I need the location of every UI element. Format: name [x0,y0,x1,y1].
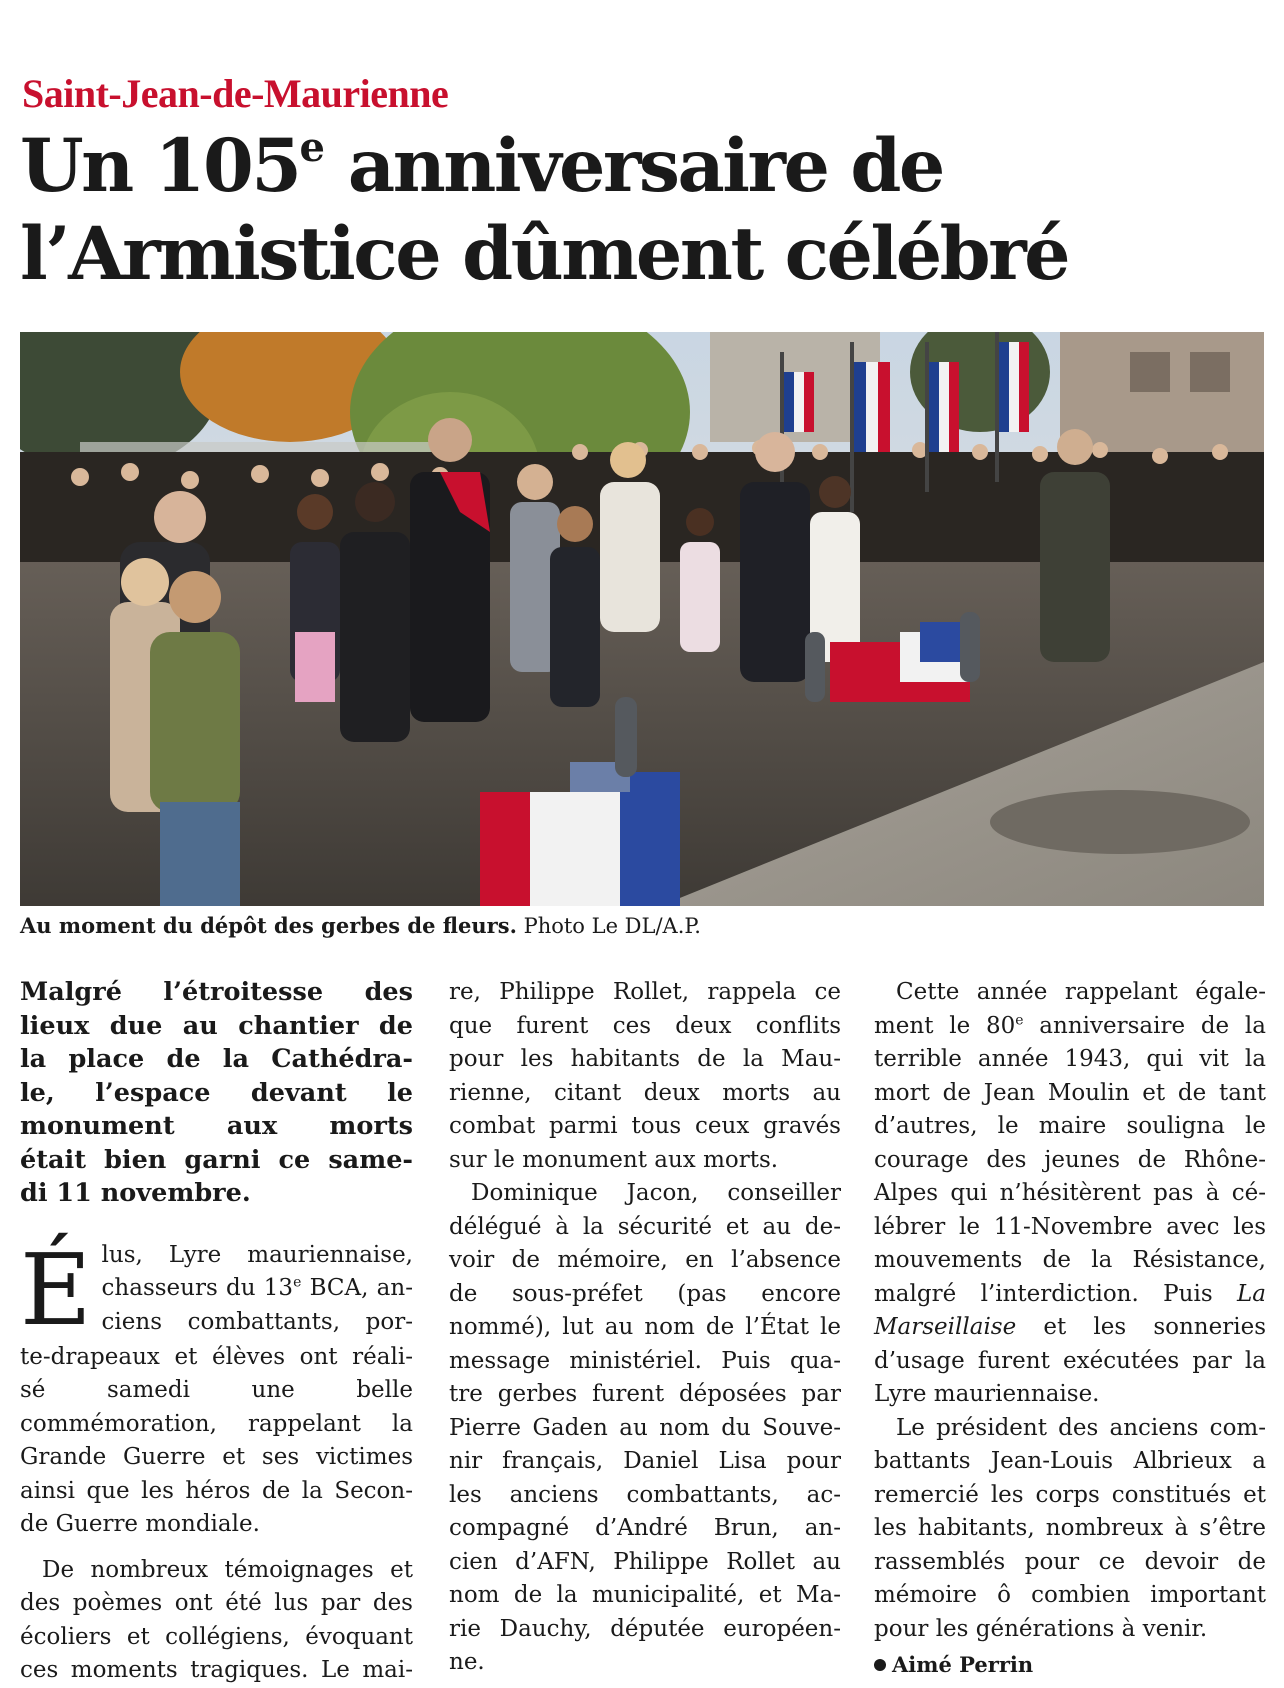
photo-illustration [20,332,1264,906]
text-line: écoliers et collégiens, évoquant [20,1623,413,1650]
text-line: voir de mémoire, en l’absence [449,1247,841,1273]
text-line: de sous-préfet (pas encore [449,1280,841,1307]
paragraph-5 [874,976,1266,1412]
photo-credit: Photo Le DL/A.P. [516,914,701,938]
paragraph-4 [449,1177,841,1680]
text-line: Le président des anciens com- [896,1414,1266,1441]
text-line: ciens combattants, por- [101,1308,413,1335]
text-line: combat parmi tous ceux gravés [449,1113,841,1139]
text-line: tre gerbes furent déposées par [449,1381,841,1407]
headline-superscript: e [299,124,325,171]
lead-line: était bien garni ce same- [20,1144,413,1175]
section-kicker: Saint-Jean-de-Maurienne [22,71,449,116]
lead-line: monument aux morts [20,1111,413,1141]
text-line: Cette année rappelant égale- [896,979,1266,1005]
lead-line: la place de la Cathédra- [20,1044,413,1074]
text-line: nommé), lut au nom de l’État le [449,1314,841,1340]
text-line: cien d’AFN, Philippe Rollet au [449,1548,841,1575]
text-line: sur le monument aux morts. [449,1146,779,1173]
text-line: battants Jean-Louis Albrieux a [874,1448,1266,1474]
article-column-1 [20,976,413,1688]
drop-cap: É [20,1233,92,1348]
lead-line: di 11 novembre. [20,1178,251,1208]
text-line: ainsi que les héros de la Secon- [20,1477,413,1504]
caption-text: Au moment du dépôt des gerbes de fleurs. [20,913,517,938]
text-part: et les sonneries [1016,1314,1266,1340]
text-line: ces moments tragiques. Le mai- [20,1657,413,1683]
text-line: mémoire ô combien important [874,1582,1266,1608]
text-line: nom de la municipalité, et Ma- [449,1582,841,1608]
text-line: sé samedi une belle [20,1377,413,1403]
text-line: les anciens combattants, ac- [449,1481,841,1508]
bullet-icon [874,1659,886,1671]
article-lead [20,976,413,1211]
text-line: remercié les corps constitués et [874,1481,1266,1508]
text-line: d’usage furent exécutées par la [874,1347,1266,1374]
text-line: nir français, Daniel Lisa pour [449,1448,841,1474]
ceremony-photo [20,332,1264,906]
text-line: pour les habitants de la Mau- [449,1046,841,1072]
headline-part: anniversaire de [324,123,943,209]
text-part: malgré l’interdiction. Puis [874,1280,1237,1307]
text-line: ne. [449,1649,485,1675]
text-line: te-drapeaux et élèves ont réali- [20,1343,413,1370]
text-line: de Guerre mondiale. [20,1511,260,1537]
text-line: courage des jeunes de Rhône- [874,1146,1266,1173]
photo-caption [20,913,701,938]
text-line: re, Philippe Rollet, rappela ce [449,979,841,1005]
text-line: lébrer le 11-Novembre avec les [874,1213,1266,1240]
paragraph-3 [449,976,841,1177]
text-line: rie Dauchy, députée européen- [449,1615,841,1642]
text-line: compagné d’André Brun, an- [449,1515,841,1541]
article-column-3 [874,976,1266,1682]
headline [20,122,1260,298]
text-line [874,1278,1266,1312]
superscript: e [1015,1011,1024,1028]
text-line: Dominique Jacon, conseiller [471,1180,841,1206]
text-line: d’autres, le maire souligna le [874,1113,1266,1139]
text-line: rienne, citant deux morts au [449,1079,841,1106]
text-line: rassemblés pour ce devoir de [874,1548,1266,1575]
text-line: message ministériel. Puis qua- [449,1347,841,1374]
lead-line: Malgré l’étroitesse des [20,977,413,1007]
lead-line: le, l’espace devant le [20,1077,413,1108]
superscript: e [293,1274,302,1291]
text-line: commémoration, rappelant la [20,1410,413,1437]
text-line: Alpes qui n’hésitèrent pas à cé- [874,1180,1266,1206]
paragraph-2 [20,1554,413,1688]
author-name: Aimé Perrin [892,1652,1034,1677]
text-line [874,1311,1266,1345]
italic-title: Marseillaise [874,1314,1017,1340]
text-part: ment le 80 [874,1012,1016,1039]
text-line: Lyre mauriennaise. [874,1381,1100,1407]
text-line: que furent ces deux conflits [449,1012,841,1039]
text-part: chasseurs du 13 [101,1275,294,1301]
headline-line-2: l’Armistice dûment célébré [20,211,1069,297]
text-line: des poèmes ont été lus par des [20,1590,413,1616]
text-part: anniversaire de la [1023,1012,1266,1039]
text-line: les habitants, nombreux à s’être [874,1515,1266,1541]
text-line: terrible année 1943, qui vit la [874,1046,1266,1072]
text-part: BCA, an- [301,1275,413,1301]
text-line: pour les générations à venir. [874,1615,1208,1642]
paragraph-1 [20,1233,413,1542]
lead-line: lieux due au chantier de [20,1010,413,1041]
headline-part: Un 105 [20,123,300,209]
paragraph-6 [874,1412,1266,1647]
text-line: mort de Jean Moulin et de tant [874,1079,1266,1106]
author-signature [874,1648,1266,1682]
italic-title: La [1237,1280,1266,1307]
text-line: Pierre Gaden au nom du Souve- [449,1414,841,1441]
text-line: mouvements de la Résistance, [874,1247,1266,1273]
text-line [874,1010,1266,1044]
headline-line-1 [20,122,1260,210]
text-line: De nombreux témoignages et [42,1556,413,1583]
text-line: délégué à la sécurité et au de- [449,1213,841,1240]
text-line: Grande Guerre et ses victimes [20,1444,413,1470]
text-line: lus, Lyre mauriennaise, [101,1241,413,1268]
article-column-2 [449,976,841,1680]
